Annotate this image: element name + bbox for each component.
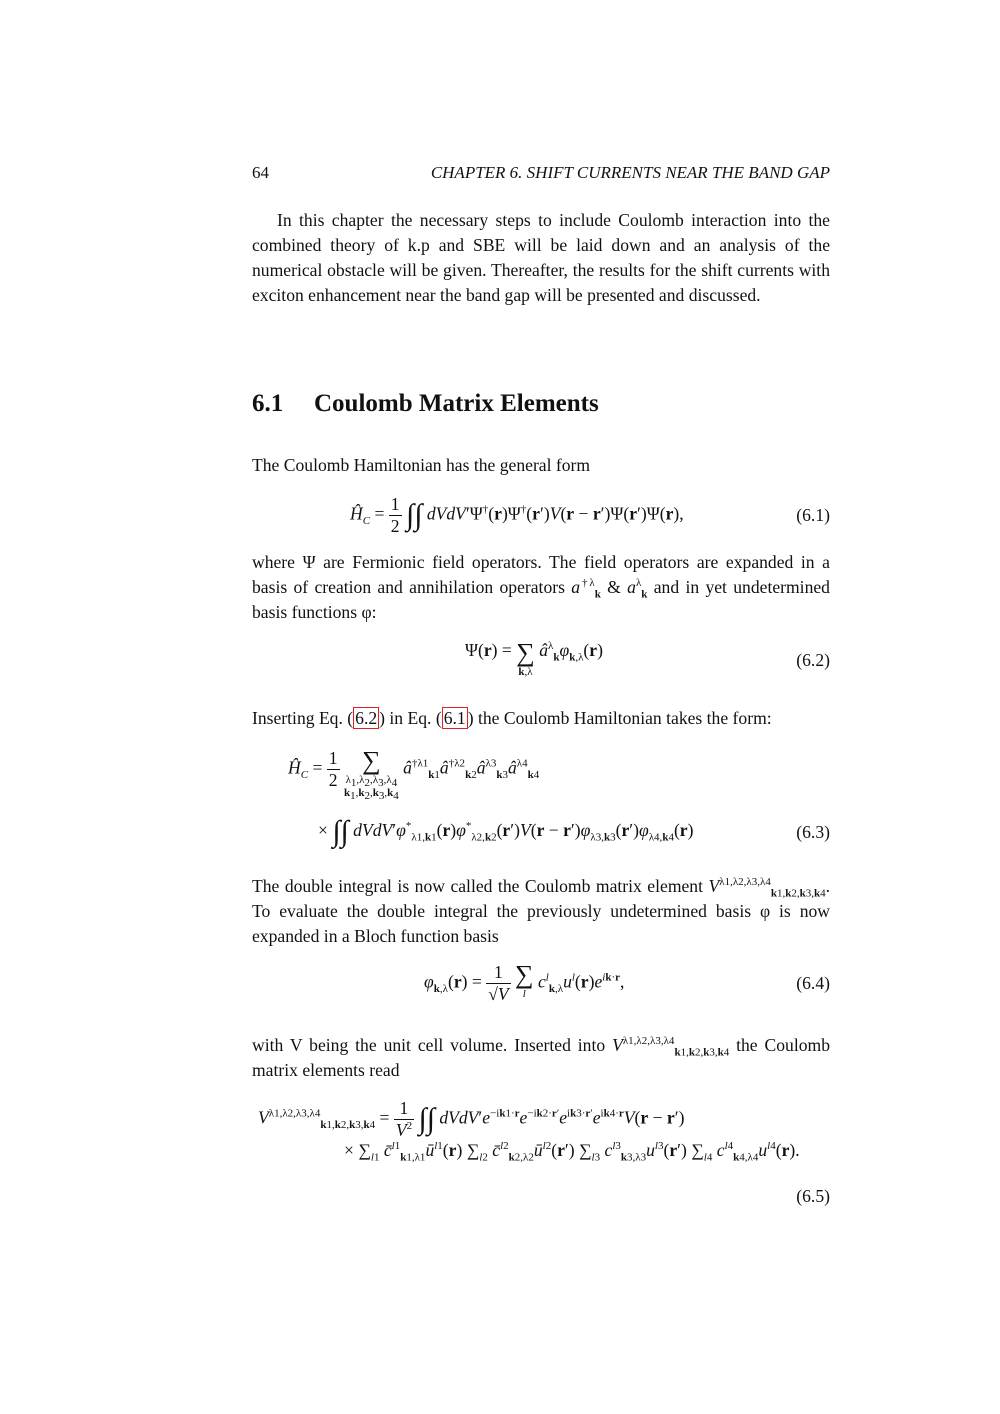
page-number: 64 bbox=[252, 163, 269, 182]
running-header bbox=[252, 160, 830, 186]
equation-number-6-1: (6.1) bbox=[796, 505, 830, 525]
section-title: Coulomb Matrix Elements bbox=[314, 390, 599, 417]
paragraph-field-operators bbox=[252, 550, 830, 625]
matrix-element-symbol: $V^{\lambda 1,\lambda 2,\lambda 3,\lambda 4}_{k1,k2,k3,k4}$. bbox=[708, 876, 830, 900]
paragraph-unit-cell bbox=[252, 1033, 830, 1083]
equation-6-4: $\varphi_{k,\lambda}(r)$ = $\frac{1}{√V}$ ∑ l $c^l_{k,\lambda}u^l(r)e^{ik\cdot r}$, bbox=[424, 960, 625, 1004]
equation-number-6-5: (6.5) bbox=[796, 1186, 830, 1206]
equation-6-3-line1: $Ĥ_C$ = $\frac{1}{2}$ ∑ $\lambda_1,\lambda_2,\lambda_3,\lambda_4$ $k_1,k_2,k_3,k_4$ $â^{\dagger\lambda 1}_{k1}â^{\dagger\lambda 2}_{k2}â^{\lambda 3}_{k3}â^{\lambda 4}_{k4}$ bbox=[288, 746, 540, 803]
matrix-element-symbol-2: $V^{\lambda 1,\lambda 2,\lambda 3,\lambda 4}_{k1,k2,k3,k4}$ bbox=[612, 1035, 730, 1059]
equation-6-1: $Ĥ_C$ = $\frac{1}{2}$ ∫∫ dVdV′Ψ†(r)Ψ†(r′)V(r − r′)Ψ(r′)Ψ(r), bbox=[350, 494, 684, 536]
equation-6-5-line2: × $\sum_{l1}$ $c̄^{l1}_{k1,\lambda 1}ū^{l1}(r)$ $\sum_{l2}$ $c̄^{l2}_{k2,\lambda 2}ū^{l2}(r')$ $\sum_{l3}$ $c^{l3}_{k3,\lambda 3}u^{l3}(r')$ $\sum_{l4}$ $c^{l4}_{k4,\lambda 4}u^{l4}(r)$. bbox=[344, 1140, 800, 1164]
section-heading bbox=[252, 390, 599, 418]
equation-number-6-3: (6.3) bbox=[796, 822, 830, 842]
equation-6-5-line1: $V^{\lambda 1,\lambda 2,\lambda 3,\lambda 4}_{k1,k2,k3,k4}$ = $\frac{1}{V^2}$ ∫∫ $dVdV'e^{-ik1\cdot r}e^{-ik2\cdot r'}e^{ik3\cdot r'}e^{ik4\cdot r}V(r - r')$ bbox=[258, 1098, 685, 1140]
equation-ref-6-1[interactable]: 6.1 bbox=[443, 708, 466, 728]
double-integral-text-a: The double integral is now called the Coulomb matrix element bbox=[252, 876, 703, 896]
equation-6-3-line2: × ∫∫ $dVdV'\varphi^*_{\lambda 1,k1}(r)\varphi^*_{\lambda 2,k2}(r')V(r - r')\varphi_{\lambda 3,k3}(r')\varphi_{\lambda 4,k4}(r)$ bbox=[318, 815, 694, 848]
field-operators-text-a: where Ψ are Fermionic field operators. The field operators are expanded in a basis of creation and annihilation operators bbox=[252, 552, 830, 597]
equation-ref-6-2[interactable]: 6.2 bbox=[355, 708, 378, 728]
operator-symbols: $a^{\dagger\lambda}_k$ & $a^\lambda_k$ bbox=[571, 577, 648, 601]
inserting-text-b: in Eq. bbox=[389, 708, 432, 728]
field-operators-text-b: and in yet undetermined basis functions φ: bbox=[252, 577, 830, 622]
section-number: 6.1 bbox=[252, 390, 284, 417]
inserting-text-c: the Coulomb Hamiltonian takes the form: bbox=[477, 708, 772, 728]
running-title: CHAPTER 6. SHIFT CURRENTS NEAR THE BAND GAP bbox=[430, 163, 830, 182]
paragraph-inserting: Inserting Eq. ( 6.2 ) in Eq. ( 6.1 ) the Coulomb Hamiltonian takes the form: bbox=[252, 708, 772, 728]
unit-cell-text-a: with V being the unit cell volume. Inserted into bbox=[252, 1035, 606, 1055]
equation-number-6-2: (6.2) bbox=[796, 650, 830, 670]
equation-number-6-4: (6.4) bbox=[796, 973, 830, 993]
double-integral-text-b: To evaluate the double integral the previously undetermined basis φ is now expanded in a Bloch function basis bbox=[252, 901, 830, 946]
paragraph-double-integral bbox=[252, 874, 830, 949]
intro-paragraph: In this chapter the necessary steps to include Coulomb interaction into the combined theory of k.p and SBE will be laid down and an analysis of the numerical obstacle will be given. Thereafter, the results for the shift currents with exciton enhancement near the band gap will be presented and discussed. bbox=[252, 210, 830, 305]
unit-cell-text-b: the Coulomb matrix elements read bbox=[252, 1035, 831, 1080]
inserting-text-a: Inserting Eq. bbox=[252, 708, 343, 728]
equation-6-2: Ψ(r) = ∑ k,λ $â^\lambda_k\varphi_{k,\lambda}(r)$ bbox=[465, 638, 603, 678]
paragraph-hamiltonian-intro: The Coulomb Hamiltonian has the general form bbox=[252, 455, 591, 475]
